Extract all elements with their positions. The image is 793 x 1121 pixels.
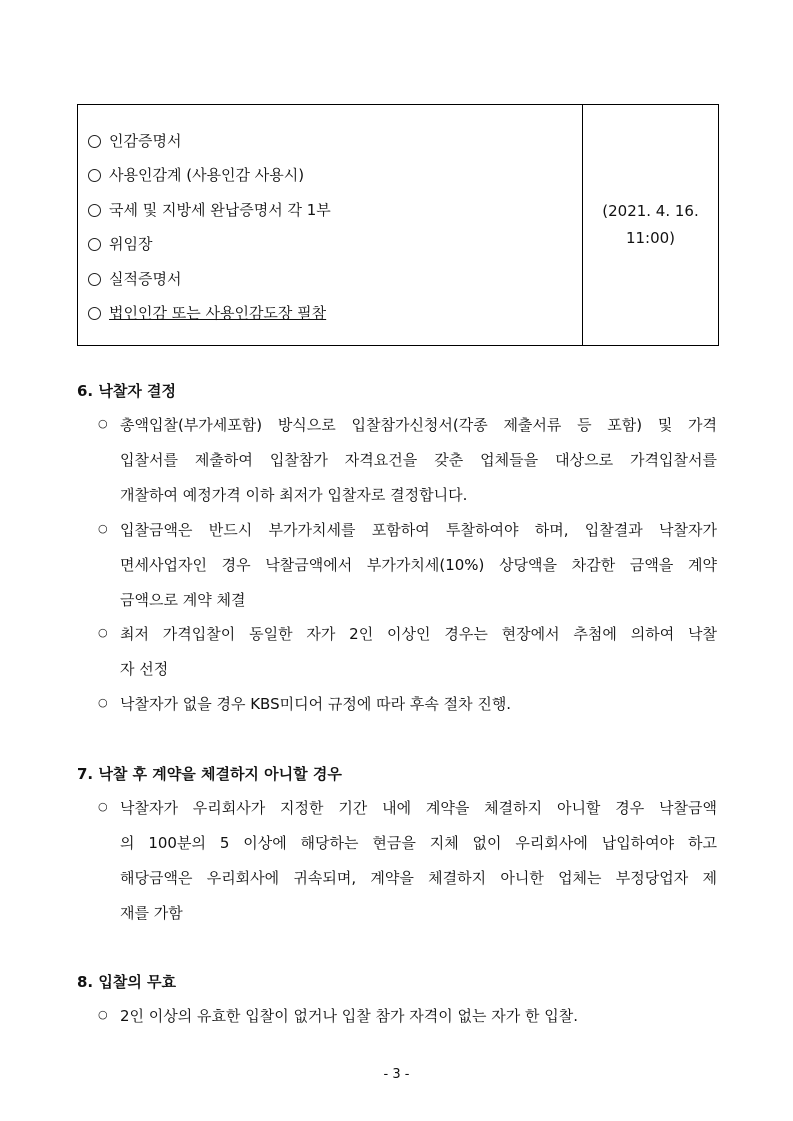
circle-bullet-icon [88, 169, 101, 182]
requirement-item [88, 130, 181, 152]
paragraph-line: 재를 가함 [120, 904, 183, 922]
requirement-text: 법인인감 또는 사용인감도장 필참 [109, 304, 327, 322]
circle-bullet-icon [88, 238, 101, 251]
bullet-icon: ○ [98, 522, 108, 535]
requirement-text: 국세 및 지방세 완납증명서 각 1부 [109, 201, 331, 219]
requirement-item [88, 302, 326, 324]
section-8-heading: 8. 입찰의 무효 [77, 973, 177, 991]
requirement-item [88, 164, 304, 186]
paragraph-line: 자 선정 [120, 660, 169, 678]
requirement-item [88, 199, 331, 221]
requirement-text: 실적증명서 [109, 270, 182, 288]
requirements-list-cell [78, 105, 583, 345]
requirement-text: 인감증명서 [109, 132, 182, 150]
paragraph-line: 면세사업자인 경우 낙찰금액에서 부가가치세(10%) 상당액을 차감한 금액을 계약 [120, 556, 717, 574]
paragraph-line: 낙찰자가 우리회사가 지정한 기간 내에 계약을 체결하지 아니할 경우 낙찰금액 [120, 799, 717, 817]
paragraph-line: 금액으로 계약 체결 [120, 591, 246, 609]
bullet-icon: ○ [98, 417, 108, 430]
paragraph-line: 입찰금액은 반드시 부가가치세를 포함하여 투찰하여야 하며, 입찰결과 낙찰자가 [120, 521, 717, 539]
requirement-text: 사용인감계 (사용인감 사용시) [109, 166, 305, 184]
paragraph-line: 최저 가격입찰이 동일한 자가 2인 이상인 경우는 현장에서 추첨에 의하여 낙찰 [120, 625, 717, 643]
circle-bullet-icon [88, 307, 101, 320]
paragraph-line: 해당금액은 우리회사에 귀속되며, 계약을 체결하지 아니한 업체는 부정당업자 제 [120, 869, 717, 887]
deadline-time: 11:00) [625, 229, 676, 247]
paragraph-line: 낙찰자가 없을 경우 KBS미디어 규정에 따라 후속 절차 진행. [120, 695, 512, 713]
paragraph-line: 의 100분의 5 이상에 해당하는 현금을 지체 없이 우리회사에 납입하여야 하고 [120, 834, 717, 852]
paragraph-line: 2인 이상의 유효한 입찰이 없거나 입찰 참가 자격이 없는 자가 한 입찰. [120, 1007, 578, 1025]
section-6-heading: 6. 낙찰자 결정 [77, 382, 177, 400]
requirements-table [77, 104, 719, 346]
bullet-icon: ○ [98, 800, 108, 813]
deadline-date: (2021. 4. 16. [602, 202, 699, 220]
section-7-heading: 7. 낙찰 후 계약을 체결하지 아니할 경우 [77, 765, 342, 783]
paragraph-line: 입찰서를 제출하여 입찰참가 자격요건을 갖춘 업체들을 대상으로 가격입찰서를 [120, 451, 717, 469]
circle-bullet-icon [88, 273, 101, 286]
circle-bullet-icon [88, 135, 101, 148]
requirement-item [88, 268, 181, 290]
circle-bullet-icon [88, 204, 101, 217]
bullet-icon: ○ [98, 1008, 108, 1021]
deadline-cell [583, 105, 718, 345]
paragraph-line: 총액입찰(부가세포함) 방식으로 입찰참가신청서(각종 제출서류 등 포함) 및 가격 [120, 416, 717, 434]
page-number: - 3 - [383, 1067, 410, 1082]
bullet-icon: ○ [98, 696, 108, 709]
paragraph-line: 개찰하여 예정가격 이하 최저가 입찰자로 결정합니다. [120, 486, 468, 504]
requirement-item [88, 233, 152, 255]
requirement-text: 위임장 [109, 235, 153, 253]
bullet-icon: ○ [98, 626, 108, 639]
